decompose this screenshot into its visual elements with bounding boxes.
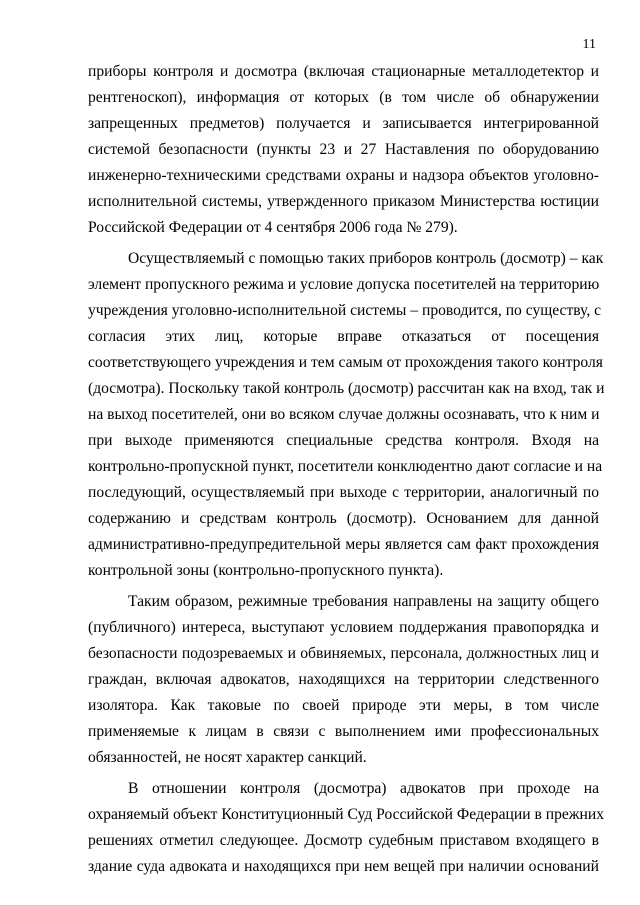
text-line: контрольной зоны (контрольно-пропускного пункта). [88, 562, 444, 579]
text-line: согласия этих лиц, которые вправе отказаться от посещения [88, 328, 599, 345]
paragraph [88, 776, 605, 880]
text-line: Российской Федерации от 4 сентября 2006 года № 279). [88, 219, 458, 236]
text-line: Таким образом, режимные требования направлены на защиту общего [128, 593, 599, 610]
paragraph [88, 59, 599, 241]
text-line: системой безопасности (пункты 23 и 27 Наставления по оборудованию [88, 141, 599, 158]
paragraph [88, 589, 599, 771]
text-line: здание суда адвоката и находящихся при нем вещей при наличии оснований [88, 858, 599, 875]
text-line: соответствующего учреждения и тем самым от прохождения такого контроля [88, 354, 603, 371]
text-line: рентгеноскоп), информация от которых (в том числе об обнаружении [88, 89, 599, 106]
text-line: граждан, включая адвокатов, находящихся на территории следственного [88, 671, 599, 688]
text-line: приборы контроля и досмотра (включая стационарные металлодетектор и [88, 63, 599, 80]
text-line: административно-предупредительной меры является сам факт прохождения [88, 536, 599, 553]
text-line: содержанию и средствам контроль (досмотр). Основанием для данной [88, 510, 599, 527]
text-line: при выходе применяются специальные средства контроля. Входя на [88, 432, 599, 449]
page-number: 11 [582, 37, 596, 52]
text-line: исполнительной системы, утвержденного приказом Министерства юстиции [88, 193, 599, 210]
text-line: инженерно-техническими средствами охраны и надзора объектов уголовно- [88, 167, 599, 184]
text-line: безопасности подозреваемых и обвиняемых, персонала, должностных лиц и [88, 645, 599, 662]
text-line: контрольно-пропускной пункт, посетители конклюдентно дают согласие и на [88, 458, 603, 475]
text-line: Осуществляемый с помощью таких приборов контроль (досмотр) – как [128, 250, 604, 267]
text-line: элемент пропускного режима и условие допуска посетителей на территорию [88, 276, 600, 293]
paragraph [88, 246, 605, 584]
text-line: запрещенных предметов) получается и записывается интегрированной [88, 115, 599, 132]
text-line: охраняемый объект Конституционный Суд Российской Федерации в прежних [88, 806, 605, 823]
text-line: решениях отметил следующее. Досмотр судебным приставом входящего в [88, 832, 599, 849]
text-line: последующий, осуществляемый при выходе с территории, аналогичный по [88, 484, 599, 501]
text-line: В отношении контроля (досмотра) адвокатов при проходе на [128, 780, 599, 797]
document-body [88, 59, 605, 880]
text-line: учреждения уголовно-исполнительной системы – проводится, по существу, с [88, 302, 602, 319]
text-line: обязанностей, не носят характер санкций. [88, 749, 367, 766]
text-line: применяемые к лицам в связи с выполнением ими профессиональных [88, 723, 599, 740]
text-line: (досмотра). Поскольку такой контроль (досмотр) рассчитан как на вход, так и [88, 380, 605, 397]
text-line: изолятора. Как таковые по своей природе эти меры, в том числе [88, 697, 599, 714]
text-line: (публичного) интереса, выступают условием поддержания правопорядка и [88, 619, 599, 636]
text-line: на выход посетителей, они во всяком случае должны осознавать, что к ним и [88, 406, 600, 423]
